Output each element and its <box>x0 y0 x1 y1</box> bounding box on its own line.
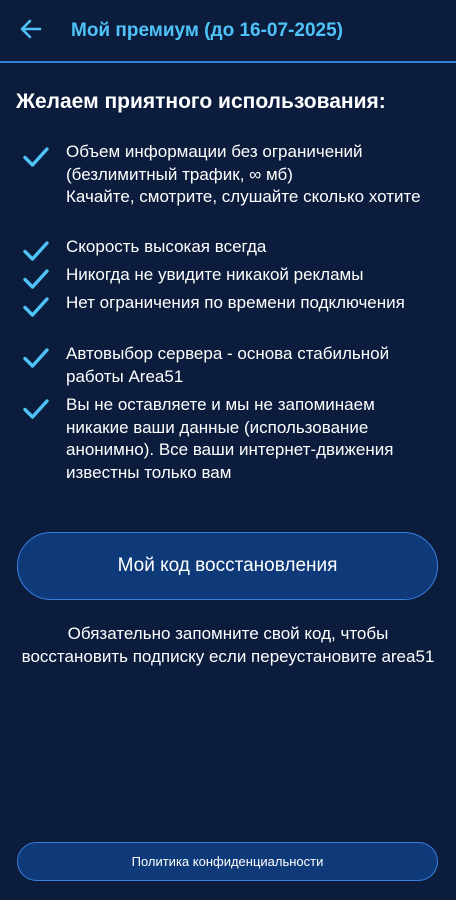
feature-text: Вы не оставляете и мы не запоминаем никакие ваши данные (использование анонимно). Все ваши интернет-движения известны только вам <box>66 395 394 482</box>
page-title: Мой премиум (до 16-07-2025) <box>71 20 343 41</box>
check-icon <box>22 146 50 168</box>
recovery-code-button[interactable]: Мой код восстановления <box>17 532 438 600</box>
arrow-left-icon <box>20 19 42 44</box>
feature-text: Автовыбор сервера - основа стабильной работы Area51 <box>66 344 390 386</box>
back-button[interactable] <box>14 14 48 48</box>
feature-text: Скорость высокая всегда <box>66 237 267 256</box>
check-icon <box>22 347 50 369</box>
recovery-note: Обязательно запомните свой код, чтобы восстановить подписку если переустановите area51 <box>21 624 435 666</box>
check-icon <box>22 240 50 262</box>
check-icon <box>22 296 50 318</box>
check-icon <box>22 398 50 420</box>
feature-text: Никогда не увидите никакой рекламы <box>66 265 364 284</box>
check-icon <box>22 268 50 290</box>
feature-text: Нет ограничения по времени подключения <box>66 293 405 312</box>
app-header <box>0 0 456 63</box>
welcome-heading: Желаем приятного использования: <box>16 90 386 113</box>
privacy-policy-button[interactable]: Политика конфиденциальности <box>17 842 438 881</box>
feature-text: Объем информации без ограничений (безлимитный трафик, ∞ мб) Качайте, смотрите, слушайте сколько хотите <box>66 142 421 206</box>
